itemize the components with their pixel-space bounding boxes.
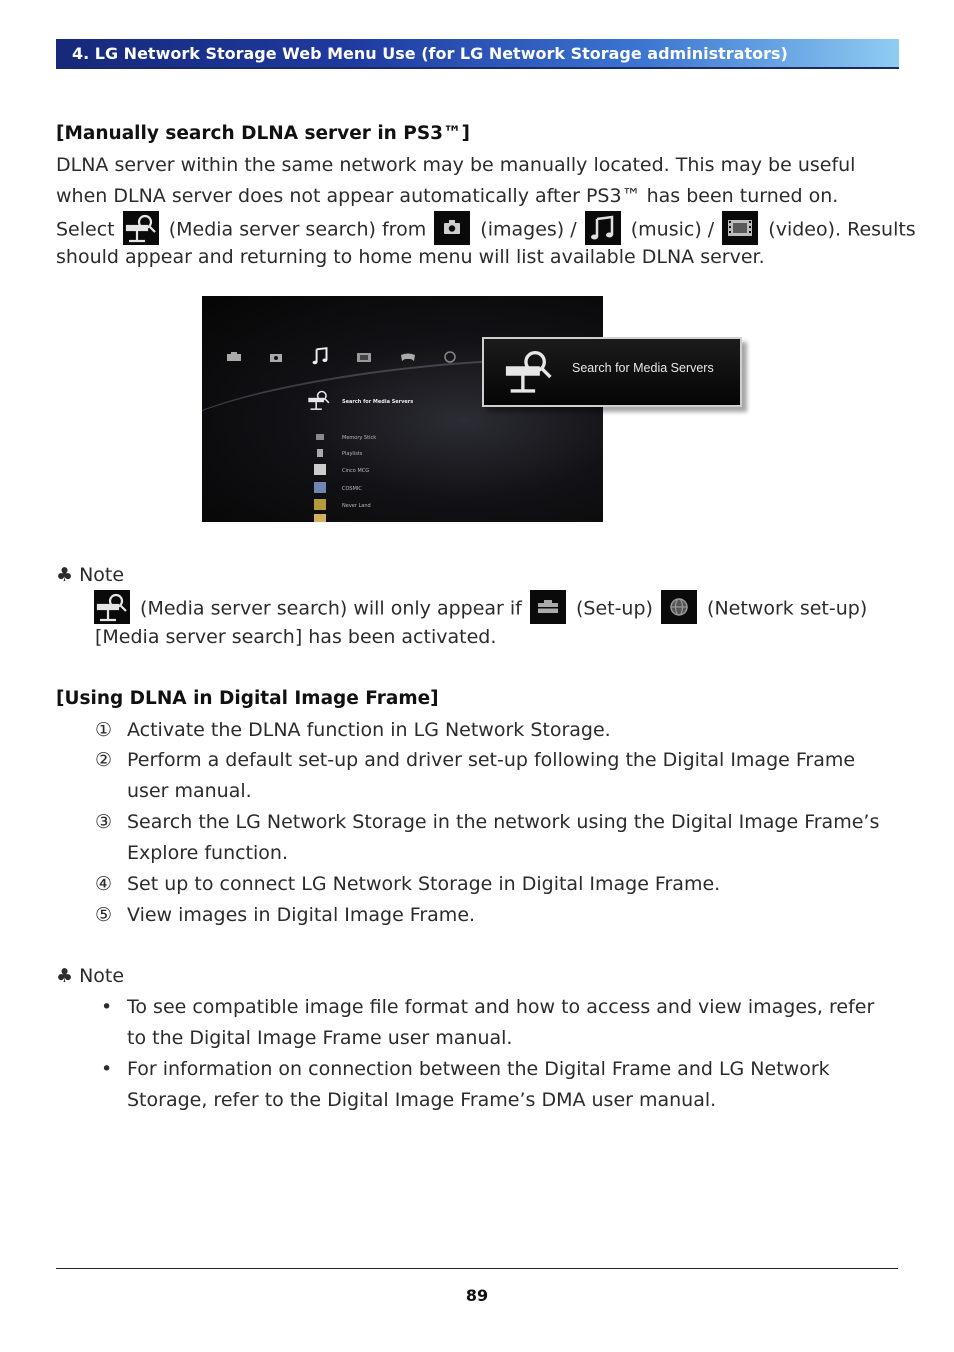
media-server-search-icon: [306, 388, 332, 412]
step-text: Search the LG Network Storage in the network using the Digital Image Frame’s: [127, 811, 880, 833]
menu-item-album: COSMIC: [342, 486, 362, 492]
music-note-icon: [585, 211, 621, 245]
album-thumb: [314, 482, 326, 493]
bullet-text: to the Digital Image Frame user manual.: [127, 1027, 513, 1049]
step-number: ①: [95, 719, 113, 741]
ps3-xmb-screenshot: [202, 296, 603, 522]
step-number: ②: [95, 749, 113, 771]
menu-item-playlists: Playlists: [342, 451, 363, 457]
note-network-text: (Network set-up): [707, 597, 868, 620]
playlist-icon: [317, 449, 323, 457]
music-note-icon: [310, 346, 332, 368]
step-text: Set up to connect LG Network Storage in Digital Image Frame.: [127, 873, 721, 895]
note-title: ♣ Note: [56, 965, 125, 987]
section-heading-digital-frame: [Using DLNA in Digital Image Frame]: [56, 688, 439, 709]
media-server-search-icon: [498, 345, 560, 397]
note-line: [Media server search] has been activated.: [95, 626, 497, 648]
section-heading-ps3: [Manually search DLNA server in PS3™]: [56, 123, 471, 144]
film-icon: [722, 211, 758, 245]
memory-stick-icon: [316, 434, 324, 440]
select-text: Select: [56, 218, 115, 241]
media-search-text: (Media server search) from: [168, 218, 427, 241]
menu-item-memory-stick: Memory Stick: [342, 435, 377, 441]
step-text: user manual.: [127, 780, 252, 802]
media-server-search-icon: [123, 211, 159, 245]
bullet-text: For information on connection between the Digital Frame and LG Network: [127, 1058, 830, 1080]
search-media-servers-callout: [482, 337, 742, 407]
section-header-bar: 4. LG Network Storage Web Menu Use (for LG Network Storage administrators): [56, 39, 899, 69]
globe-icon: [661, 590, 697, 624]
note-setup-text: (Set-up): [575, 597, 653, 620]
bullet-mark: •: [101, 996, 113, 1018]
note-line-with-icons: [94, 592, 867, 626]
step-text: Perform a default set-up and driver set-up following the Digital Image Frame: [127, 749, 856, 771]
album-thumb: [314, 514, 326, 522]
globe-icon: [440, 348, 460, 366]
step-number: ③: [95, 811, 113, 833]
camera-icon: [434, 211, 470, 245]
images-text: (images) /: [480, 218, 577, 241]
footer-divider: [56, 1268, 898, 1269]
menu-item-album: Never Land: [342, 503, 371, 509]
album-thumb: [314, 464, 326, 475]
menu-item-album: Cinco MCG: [342, 468, 370, 474]
step-number: ④: [95, 873, 113, 895]
camera-icon: [266, 348, 286, 366]
album-thumb: [314, 499, 326, 510]
paragraph-line: when DLNA server does not appear automatically after PS3™ has been turned on.: [56, 185, 839, 207]
menu-item-search: Search for Media Servers: [342, 399, 414, 405]
toolbox-icon: [224, 348, 244, 366]
note-media-search-text: (Media server search) will only appear if: [140, 597, 522, 620]
gamepad-icon: [398, 348, 418, 366]
video-text: (video). Results: [768, 218, 916, 241]
callout-label: Search for Media Servers: [572, 361, 714, 375]
toolbox-icon: [530, 590, 566, 624]
film-icon: [354, 348, 374, 366]
bullet-mark: •: [101, 1058, 113, 1080]
step-text: View images in Digital Image Frame.: [127, 904, 476, 926]
step-number: ⑤: [95, 904, 113, 926]
bullet-text: Storage, refer to the Digital Image Frame’s DMA user manual.: [127, 1089, 717, 1111]
media-server-search-icon: [94, 590, 130, 624]
paragraph-line: should appear and returning to home menu will list available DLNA server.: [56, 246, 765, 268]
page-number: 89: [465, 1286, 489, 1305]
bullet-text: To see compatible image file format and how to access and view images, refer: [127, 996, 875, 1018]
note-title: ♣ Note: [56, 564, 125, 586]
paragraph-line: DLNA server within the same network may be manually located. This may be useful: [56, 154, 856, 176]
paragraph-line-with-icons: [56, 213, 916, 247]
music-text: (music) /: [630, 218, 715, 241]
step-text: Activate the DLNA function in LG Network Storage.: [127, 719, 611, 741]
step-text: Explore function.: [127, 842, 288, 864]
